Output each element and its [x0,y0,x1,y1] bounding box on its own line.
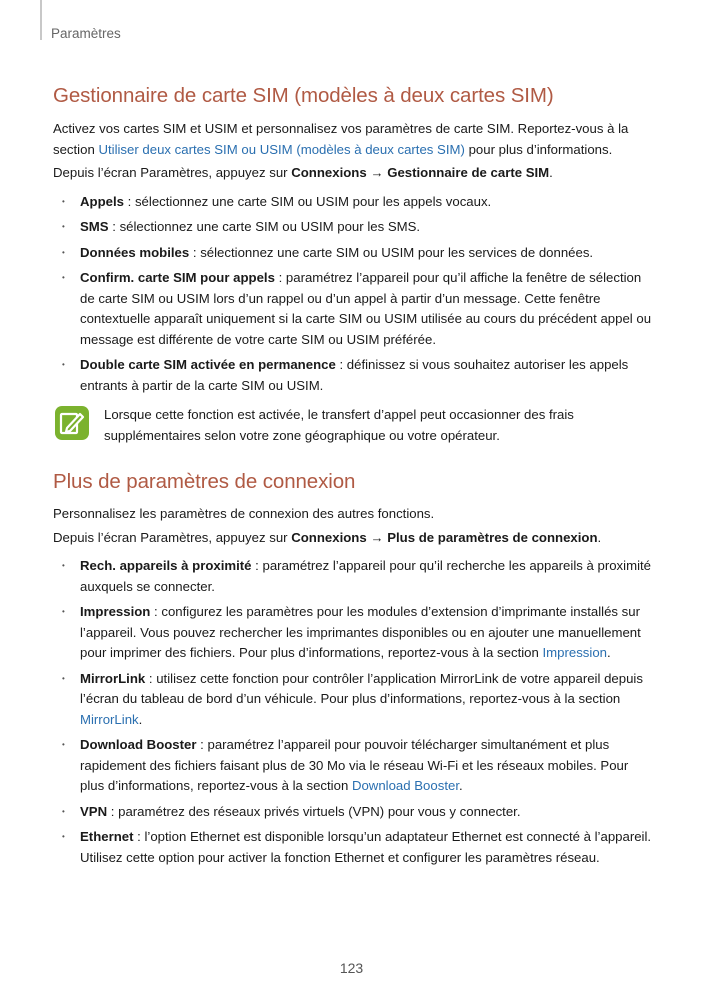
list-item: • Données mobiles : sélectionnez une carte SIM ou USIM pour les services de données. [53,243,653,264]
list-item: • Impression : configurez les paramètres pour les modules d’extension d’imprimante installés sur l’appareil. Vous pouvez rechercher les imprimantes disponibles ou en ajouter une manuellement pour imprimer des fichiers. Pour plus d’informations, reportez-vous à la section Impression. [53,602,653,664]
section-sim-manager [53,84,653,446]
pencil-note-icon [55,406,89,440]
sim-options-list [53,192,653,397]
section-title-sim: Gestionnaire de carte SIM (modèles à deux cartes SIM) [53,84,554,107]
link-download-booster[interactable]: Download Booster [351,778,459,793]
sim-path: Depuis l’écran Paramètres, appuyez sur Connexions → Gestionnaire de carte SIM. [53,165,553,180]
header-rule [40,0,42,40]
more-intro: Personnalisez les paramètres de connexion des autres fonctions. [53,506,435,521]
list-item: • Confirm. carte SIM pour appels : paramétrez l’appareil pour qu’il affiche la fenêtre de sélection de carte SIM ou USIM lors d’un rappel ou d’un appel à partir d’un message. Cette fenêtre contextuelle apparaît uniquement si la carte SIM ou USIM utilisée au cours du précédent appel ou message est différente de votre carte SIM ou USIM préférée. [53,268,653,350]
list-item: • Double carte SIM activée en permanence : définissez si vous souhaitez autoriser les appels entrants à partir de la carte SIM ou USIM. [53,355,653,396]
list-item: • SMS : sélectionnez une carte SIM ou USIM pour les SMS. [53,217,653,238]
list-item: • Ethernet : l’option Ethernet est disponible lorsqu’un adaptateur Ethernet est connecté à l’appareil. Utilisez cette option pour activer la fonction Ethernet et configurer les paramètres réseau. [53,827,653,868]
link-dual-sim[interactable]: Utiliser deux cartes SIM ou USIM (modèles à deux cartes SIM) [98,141,465,157]
list-item: • Appels : sélectionnez une carte SIM ou USIM pour les appels vocaux. [53,192,653,213]
header-title: Paramètres [51,26,121,41]
note-text: Lorsque cette fonction est activée, le transfert d’appel peut occasionner des frais supplémentaires selon votre zone géographique ou votre opérateur. [104,407,574,443]
list-item: • Rech. appareils à proximité : paramétrez l’appareil pour qu’il recherche les appareils à proximité auxquels se connecter. [53,556,653,597]
more-options-list [53,556,653,868]
page-number: 123 [339,960,364,976]
section-title-more: Plus de paramètres de connexion [53,470,356,493]
more-path: Depuis l’écran Paramètres, appuyez sur Connexions → Plus de paramètres de connexion. [53,529,602,545]
list-item: • VPN : paramétrez des réseaux privés virtuels (VPN) pour vous y connecter. [53,802,653,823]
sim-intro: Activez vos cartes SIM et USIM et personnalisez vos paramètres de carte SIM. Reportez-vous à la section Utiliser deux cartes SIM ou USIM (modèles à deux cartes SIM) pour plus d’informations. [53,121,629,157]
link-mirrorlink[interactable]: MirrorLink [80,711,139,727]
list-item: • MirrorLink : utilisez cette fonction pour contrôler l’application MirrorLink de votre appareil depuis l’écran du tableau de bord d’un véhicule. Pour plus d’informations, reportez-vous à la section MirrorLink. [53,669,653,731]
link-impression[interactable]: Impression [542,645,607,660]
list-item: • Download Booster : paramétrez l’appareil pour pouvoir télécharger simultanément et plus rapidement des fichiers faisant plus de 30 Mo via le réseau Wi-Fi et les réseaux mobiles. Pour plus d’informations, reportez-vous à la section Download Booster. [53,735,653,797]
note-box [53,405,653,446]
section-more-connection [53,470,653,868]
